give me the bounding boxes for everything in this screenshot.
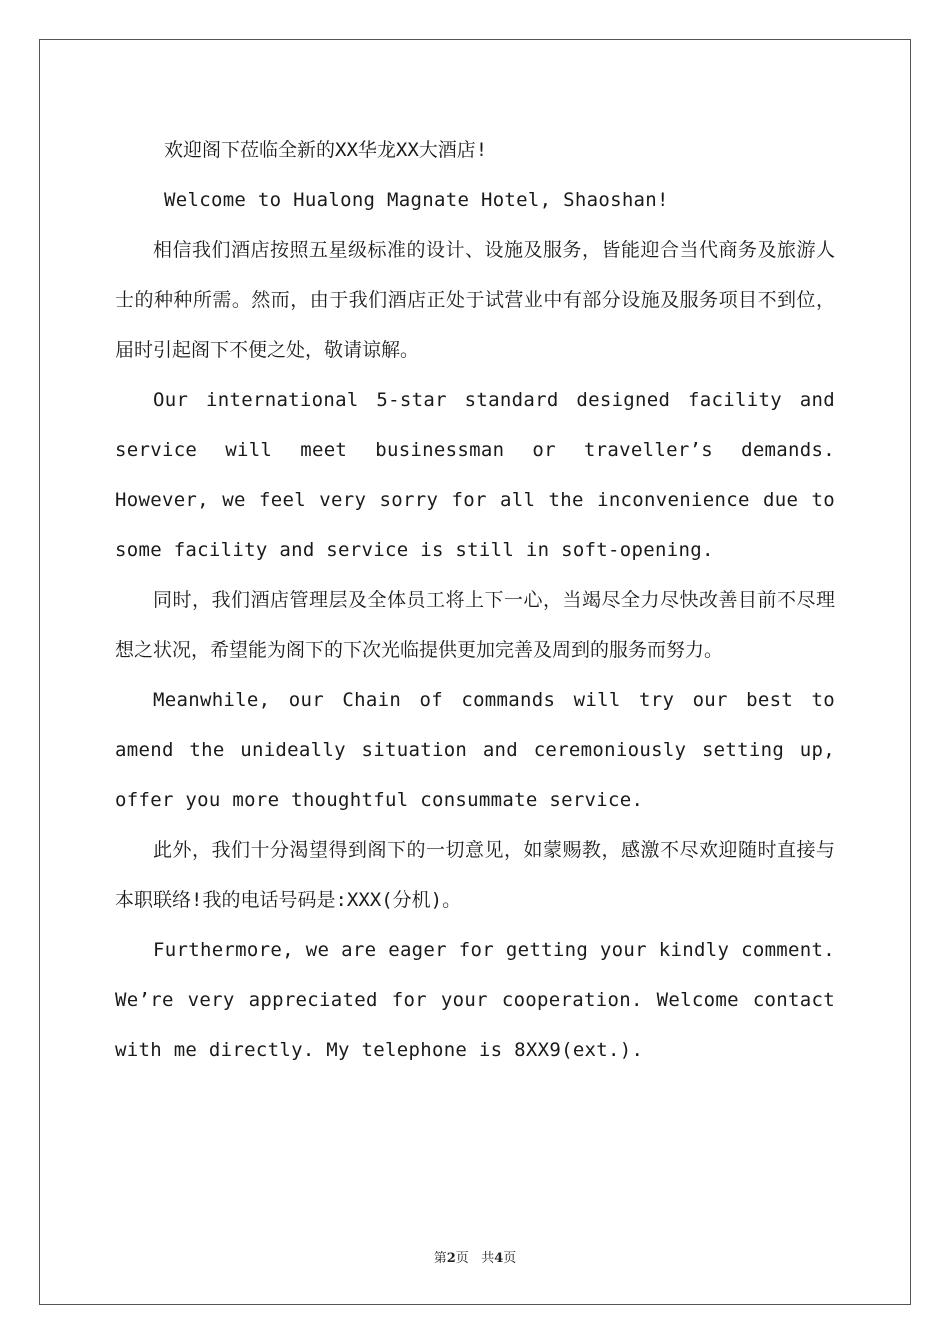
page-number: 2 [446, 1251, 456, 1266]
page-prefix: 第 [433, 1251, 447, 1266]
page-footer [0, 1247, 950, 1266]
paragraph-feedback-en: Furthermore, we are eager for getting your kindly comment. We’re very appreciated for your cooperation. Welcome contact with me directly. My telephone is 8XX9(ext.). [115, 939, 835, 1061]
paragraph-improvement-zh: 同时，我们酒店管理层及全体员工将上下一心，当竭尽全力尽快改善目前不尽理想之状况，希望能为阁下的下次光临提供更加完善及周到的服务而努力。 [115, 589, 835, 661]
greeting-en: Welcome to Hualong Magnate Hotel, Shaoshan! [164, 189, 669, 211]
paragraph-feedback-zh: 此外，我们十分渴望得到阁下的一切意见，如蒙赐教，感激不尽欢迎随时直接与本职联络!我的电话号码是:XXX(分机)。 [115, 839, 835, 911]
paragraph-improvement-en: Meanwhile, our Chain of commands will try our best to amend the unideally situation and ceremoniously setting up, offer you more thoughtful consummate service. [115, 689, 835, 811]
greeting-zh: 欢迎阁下莅临全新的XX华龙XX大酒店! [164, 139, 488, 161]
paragraph-facilities-zh: 相信我们酒店按照五星级标准的设计、设施及服务，皆能迎合当代商务及旅游人士的种种所需。然而，由于我们酒店正处于试营业中有部分设施及服务项目不到位，届时引起阁下不便之处，敬请谅解。 [115, 239, 835, 361]
page-suffix: 页 [455, 1251, 469, 1266]
total-prefix: 共 [481, 1251, 495, 1266]
total-pages: 4 [494, 1251, 504, 1266]
paragraph-facilities-en: Our international 5-star standard designed facility and service will meet businessman or traveller’s demands. However, we feel very sorry for all the inconvenience due to some facility and service is still in soft-opening. [115, 389, 835, 561]
document-body [115, 125, 835, 1075]
total-suffix: 页 [503, 1251, 517, 1266]
